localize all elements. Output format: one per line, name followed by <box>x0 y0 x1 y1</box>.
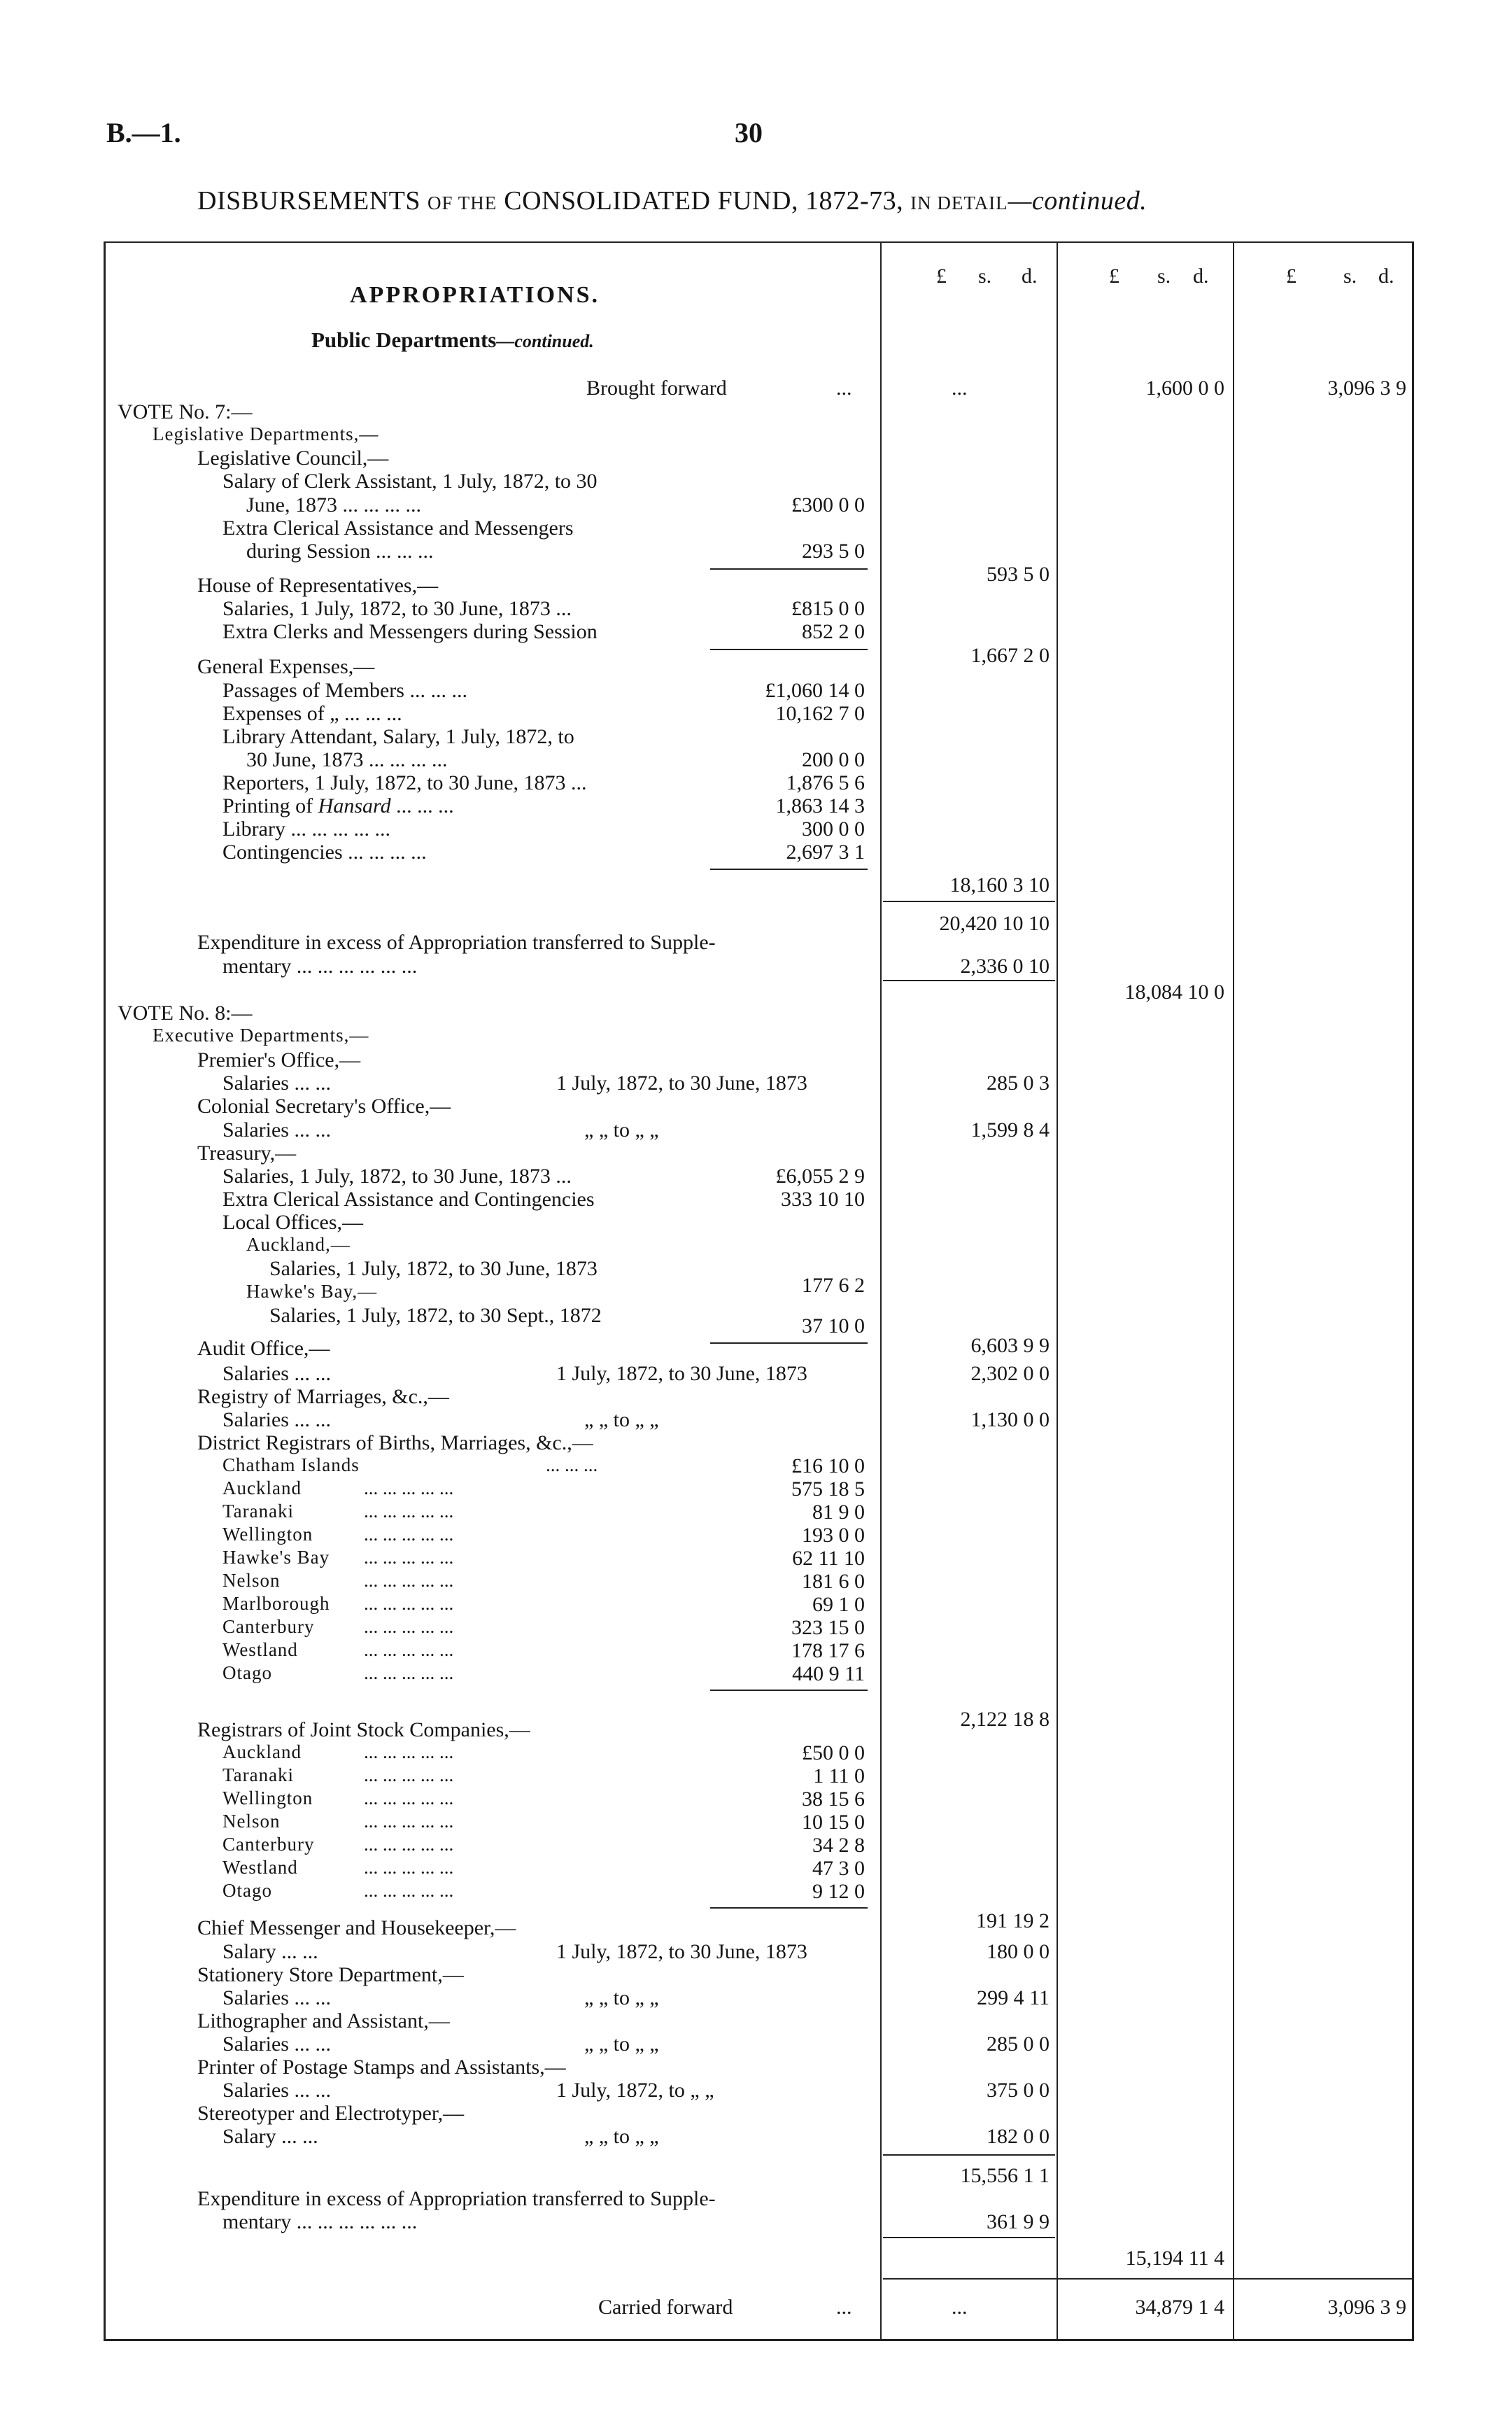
printing-dots: ... ... ... <box>390 794 454 817</box>
house-heading: House of Representatives,— <box>197 574 439 597</box>
council-total: 593 5 0 <box>987 563 1050 586</box>
district-item-label: Canterbury <box>222 1616 315 1637</box>
col1-head-shillings: s. <box>978 265 992 288</box>
audit-heading: Audit Office,— <box>197 1337 330 1360</box>
district-item-dots: ... ... ... ... ... <box>364 1524 454 1545</box>
col2-head-shillings: s. <box>1157 265 1171 288</box>
col2-rule <box>1057 241 1058 2339</box>
printer-period: 1 July, 1872, to „ „ <box>556 2079 714 2102</box>
col3-head-shillings: s. <box>1343 265 1357 288</box>
messenger-period: 1 July, 1872, to 30 June, 1873 <box>556 1940 807 1963</box>
district-item-value: 575 18 5 <box>791 1477 865 1501</box>
brought-forward-label: Brought forward <box>586 377 727 400</box>
brought-forward-c2: 1,600 0 0 <box>1145 377 1224 400</box>
joint-item-dots: ... ... ... ... ... <box>364 1811 454 1832</box>
district-item-dots: ... ... ... ... ... <box>364 1501 454 1522</box>
vote7-sum-rule <box>883 901 1055 902</box>
gen-item-label: Passages of Members ... ... ... <box>222 679 467 702</box>
joint-item-dots: ... ... ... ... ... <box>364 1880 454 1901</box>
gen-item-label: Library Attendant, Salary, 1 July, 1872, to <box>222 725 574 748</box>
hawkes-line: Salaries, 1 July, 1872, to 30 Sept., 1872 <box>269 1304 602 1327</box>
district-item-value: £16 10 0 <box>791 1454 865 1477</box>
general-subtotal-rule <box>710 869 868 870</box>
stereo-salary: Salary ... ... <box>222 2125 318 2148</box>
premier-value: 285 0 3 <box>987 1072 1050 1095</box>
premier-period: 1 July, 1872, to 30 June, 1873 <box>556 1072 807 1095</box>
carried-forward-label: Carried forward <box>598 2296 733 2319</box>
col2-head-pence: d. <box>1193 265 1209 288</box>
joint-total: 191 19 2 <box>976 1909 1050 1932</box>
registry-salaries: Salaries ... ... <box>222 1408 331 1431</box>
joint-item-value: 9 12 0 <box>812 1880 865 1903</box>
subheading-text: Public Departments <box>311 328 497 352</box>
district-item-value: 440 9 11 <box>792 1662 865 1685</box>
table-left-rule <box>104 241 106 2341</box>
treasury-subtotal-rule <box>710 1342 868 1344</box>
brought-forward-c3: 3,096 3 9 <box>1327 377 1406 400</box>
joint-stock-heading: Registrars of Joint Stock Companies,— <box>197 1718 530 1741</box>
joint-item-value: 34 2 8 <box>812 1834 865 1857</box>
local-offices-heading: Local Offices,— <box>222 1211 364 1234</box>
council-subtotal-rule <box>710 568 868 570</box>
printer-heading: Printer of Postage Stamps and Assistants,— <box>197 2056 566 2079</box>
house-value-1: £815 0 0 <box>791 597 865 620</box>
joint-item-label: Otago <box>222 1880 272 1901</box>
title-in: IN DETAIL <box>910 192 1008 213</box>
colonial-salaries: Salaries ... ... <box>222 1118 331 1142</box>
district-total: 2,122 18 8 <box>960 1708 1050 1731</box>
treasury-total: 6,603 9 9 <box>970 1334 1050 1357</box>
vote8-title: VOTE No. 8:— <box>118 1002 253 1025</box>
vote7-excess-value: 2,336 0 10 <box>960 955 1050 978</box>
printing-label: Printing of <box>222 794 313 817</box>
district-item-label: Chatham Islands <box>222 1454 360 1475</box>
treasury-line-1: Salaries, 1 July, 1872, to 30 June, 1873 ... <box>222 1165 572 1188</box>
house-total: 1,667 2 0 <box>970 644 1050 667</box>
vote8-dept: Executive Departments,— <box>153 1025 369 1046</box>
carried-forward-dots: ... <box>836 2296 852 2319</box>
joint-item-dots: ... ... ... ... ... <box>364 1788 454 1809</box>
joint-item-value: 38 15 6 <box>802 1788 865 1811</box>
joint-item-value: 47 3 0 <box>812 1857 865 1880</box>
colonial-heading: Colonial Secretary's Office,— <box>197 1095 451 1118</box>
printer-value: 375 0 0 <box>987 2079 1050 2102</box>
joint-subtotal-rule <box>710 1907 868 1909</box>
hawkes-value: 37 10 0 <box>802 1314 865 1337</box>
council-value-1: £300 0 0 <box>791 493 865 517</box>
page-title <box>197 188 1147 214</box>
stationery-period: „ „ to „ „ <box>584 1986 659 2009</box>
title-cont: —continued. <box>1008 186 1147 216</box>
district-item-value: 323 15 0 <box>791 1616 865 1639</box>
joint-item-value: 10 15 0 <box>802 1811 865 1834</box>
litho-value: 285 0 0 <box>987 2032 1050 2056</box>
treasury-line-2: Extra Clerical Assistance and Contingencies <box>222 1188 595 1211</box>
col1-rule <box>880 241 882 2339</box>
local-auckland: Auckland,— <box>246 1234 351 1255</box>
colonial-value: 1,599 8 4 <box>970 1118 1050 1142</box>
gen-item-value: 200 0 0 <box>802 748 865 771</box>
house-line-2: Extra Clerks and Messengers during Session <box>222 620 598 643</box>
joint-item-dots: ... ... ... ... ... <box>364 1741 454 1762</box>
premier-salaries: Salaries ... ... <box>222 1072 331 1095</box>
premier-heading: Premier's Office,— <box>197 1048 361 1072</box>
vote8-sum-rule <box>883 2154 1055 2156</box>
council-line-1: Salary of Clerk Assistant, 1 July, 1872, to 30 <box>222 470 598 493</box>
subheading-cont: —continued. <box>496 331 594 351</box>
carried-forward-rule <box>883 2278 1412 2280</box>
vote7-title: VOTE No. 7:— <box>118 400 253 423</box>
joint-item-dots: ... ... ... ... ... <box>364 1764 454 1785</box>
title-of: OF THE <box>428 192 497 213</box>
district-item-label: Auckland <box>222 1477 302 1498</box>
vote7-sum: 20,420 10 10 <box>939 912 1050 935</box>
col1-head-pence: d. <box>1022 265 1038 288</box>
vote8-excess-line-1: Expenditure in excess of Appropriation transferred to Supple- <box>197 2187 716 2210</box>
stationery-heading: Stationery Store Department,— <box>197 1963 464 1986</box>
district-item-label: Nelson <box>222 1570 281 1591</box>
gen-item-label: Expenses of „ ... ... ... <box>222 702 402 725</box>
col3-head-pounds: £ <box>1286 265 1296 288</box>
vote7-dept: Legislative Departments,— <box>153 423 379 444</box>
appropriations-heading: APPROPRIATIONS. <box>350 282 600 308</box>
joint-item-label: Canterbury <box>222 1834 315 1855</box>
brought-forward-c1: ... <box>952 377 968 400</box>
auckland-value: 177 6 2 <box>802 1274 865 1297</box>
registry-heading: Registry of Marriages, &c.,— <box>197 1385 449 1408</box>
gen-item-label: 30 June, 1873 ... ... ... ... <box>246 748 448 771</box>
joint-item-label: Nelson <box>222 1811 281 1832</box>
district-item-label: Hawke's Bay <box>222 1547 330 1568</box>
district-item-value: 62 11 10 <box>792 1547 865 1570</box>
table-bottom-rule <box>104 2339 1414 2341</box>
messenger-heading: Chief Messenger and Housekeeper,— <box>197 1916 516 1939</box>
hansard-italic: Hansard <box>318 794 391 817</box>
registry-value: 1,130 0 0 <box>970 1408 1050 1431</box>
district-item-dots: ... ... ... ... ... <box>364 1547 454 1568</box>
council-value-2: 293 5 0 <box>802 540 865 563</box>
gen-item-label <box>222 796 454 817</box>
district-item-value: 81 9 0 <box>812 1501 865 1524</box>
vote7-net-rule <box>883 980 1055 981</box>
general-total: 18,160 3 10 <box>949 873 1050 897</box>
litho-period: „ „ to „ „ <box>584 2032 659 2056</box>
gen-item-value: £1,060 14 0 <box>765 679 865 702</box>
stereo-heading: Stereotyper and Electrotyper,— <box>197 2102 465 2125</box>
gen-item-value: 2,697 3 1 <box>786 841 865 864</box>
district-heading: District Registrars of Births, Marriages, &c.,— <box>197 1431 593 1454</box>
district-item-dots: ... ... ... ... ... <box>364 1570 454 1591</box>
local-hawkes-bay: Hawke's Bay,— <box>246 1281 378 1302</box>
gen-item-value: 1,863 14 3 <box>775 794 865 817</box>
council-line-2: June, 1873 ... ... ... ... <box>246 493 421 517</box>
public-departments-heading <box>311 329 594 351</box>
table-top-rule <box>104 241 1414 243</box>
printer-salaries: Salaries ... ... <box>222 2079 331 2102</box>
vote8-sum: 15,556 1 1 <box>960 2164 1050 2187</box>
joint-item-dots: ... ... ... ... ... <box>364 1834 454 1855</box>
joint-item-value: 1 11 0 <box>813 1764 865 1788</box>
house-subtotal-rule <box>710 649 868 650</box>
district-item-value: 178 17 6 <box>791 1639 865 1662</box>
series-label: B.—1. <box>106 117 181 148</box>
house-line-1: Salaries, 1 July, 1872, to 30 June, 1873 ... <box>222 597 572 620</box>
joint-item-dots: ... ... ... ... ... <box>364 1857 454 1878</box>
district-item-dots: ... ... ... <box>546 1454 598 1475</box>
carried-forward-c2: 34,879 1 4 <box>1135 2296 1224 2319</box>
title-part-a: DISBURSEMENTS <box>197 186 421 216</box>
joint-item-label: Wellington <box>222 1788 313 1809</box>
district-item-label: Wellington <box>222 1524 313 1545</box>
council-line-3: Extra Clerical Assistance and Messengers <box>222 517 574 540</box>
auckland-line: Salaries, 1 July, 1872, to 30 June, 1873 <box>269 1257 598 1280</box>
messenger-salary: Salary ... ... <box>222 1940 318 1963</box>
district-item-value: 193 0 0 <box>802 1524 865 1547</box>
registry-period: „ „ to „ „ <box>584 1408 659 1431</box>
page-number: 30 <box>735 117 763 148</box>
district-item-dots: ... ... ... ... ... <box>364 1477 454 1498</box>
gen-item-label: Library ... ... ... ... ... <box>222 817 390 841</box>
vote8-net-rule <box>883 2237 1055 2238</box>
vote7-excess-line-1: Expenditure in excess of Appropriation transferred to Supple- <box>197 931 716 954</box>
litho-salaries: Salaries ... ... <box>222 2032 331 2056</box>
brought-forward-dots: ... <box>836 377 852 400</box>
litho-heading: Lithographer and Assistant,— <box>197 2009 450 2032</box>
district-item-label: Taranaki <box>222 1501 295 1522</box>
vote7-net: 18,084 10 0 <box>1124 981 1224 1004</box>
audit-salaries: Salaries ... ... <box>222 1362 331 1385</box>
general-expenses-heading: General Expenses,— <box>197 655 375 678</box>
council-line-4: during Session ... ... ... <box>246 540 434 563</box>
vote8-excess-value: 361 9 9 <box>987 2210 1050 2233</box>
gen-item-label: Reporters, 1 July, 1872, to 30 June, 1873 ... <box>222 771 587 794</box>
legislative-council-heading: Legislative Council,— <box>197 447 389 470</box>
house-value-2: 852 2 0 <box>802 620 865 643</box>
district-item-label: Marlborough <box>222 1593 330 1614</box>
treasury-value-2: 333 10 10 <box>781 1188 865 1211</box>
stereo-period: „ „ to „ „ <box>584 2125 659 2148</box>
treasury-value-1: £6,055 2 9 <box>775 1165 865 1188</box>
district-item-label: Westland <box>222 1639 298 1660</box>
district-item-dots: ... ... ... ... ... <box>364 1593 454 1614</box>
district-subtotal-rule <box>710 1690 868 1691</box>
col1-head-pounds: £ <box>936 265 947 288</box>
vote8-excess-line-2: mentary ... ... ... ... ... ... <box>222 2210 418 2233</box>
district-item-value: 181 6 0 <box>802 1570 865 1593</box>
vote7-excess-line-2: mentary ... ... ... ... ... ... <box>222 955 418 978</box>
stationery-value: 299 4 11 <box>977 1986 1050 2009</box>
stereo-value: 182 0 0 <box>987 2125 1050 2148</box>
table-right-rule <box>1412 241 1414 2341</box>
joint-item-label: Westland <box>222 1857 298 1878</box>
district-item-label: Otago <box>222 1662 272 1683</box>
gen-item-value: 1,876 5 6 <box>786 771 865 794</box>
audit-value: 2,302 0 0 <box>970 1362 1050 1385</box>
district-item-dots: ... ... ... ... ... <box>364 1639 454 1660</box>
treasury-heading: Treasury,— <box>197 1142 297 1165</box>
joint-item-label: Auckland <box>222 1741 302 1762</box>
title-part-b: CONSOLIDATED FUND, 1872-73, <box>504 186 904 216</box>
gen-item-value: 10,162 7 0 <box>775 702 865 725</box>
joint-item-label: Taranaki <box>222 1764 295 1785</box>
col3-head-pence: d. <box>1378 265 1394 288</box>
district-item-value: 69 1 0 <box>812 1593 865 1616</box>
messenger-value: 180 0 0 <box>987 1940 1050 1963</box>
stationery-salaries: Salaries ... ... <box>222 1986 331 2009</box>
carried-forward-c3: 3,096 3 9 <box>1327 2296 1406 2319</box>
carried-forward-c1: ... <box>952 2296 968 2319</box>
gen-item-value: 300 0 0 <box>802 817 865 841</box>
joint-item-value: £50 0 0 <box>802 1741 865 1764</box>
audit-period: 1 July, 1872, to 30 June, 1873 <box>556 1362 807 1385</box>
col3-rule <box>1233 241 1234 2339</box>
district-item-dots: ... ... ... ... ... <box>364 1616 454 1637</box>
colonial-period: „ „ to „ „ <box>584 1118 659 1142</box>
col2-head-pounds: £ <box>1109 265 1119 288</box>
vote8-net: 15,194 11 4 <box>1125 2247 1224 2270</box>
gen-item-label: Contingencies ... ... ... ... <box>222 841 427 864</box>
district-item-dots: ... ... ... ... ... <box>364 1662 454 1683</box>
